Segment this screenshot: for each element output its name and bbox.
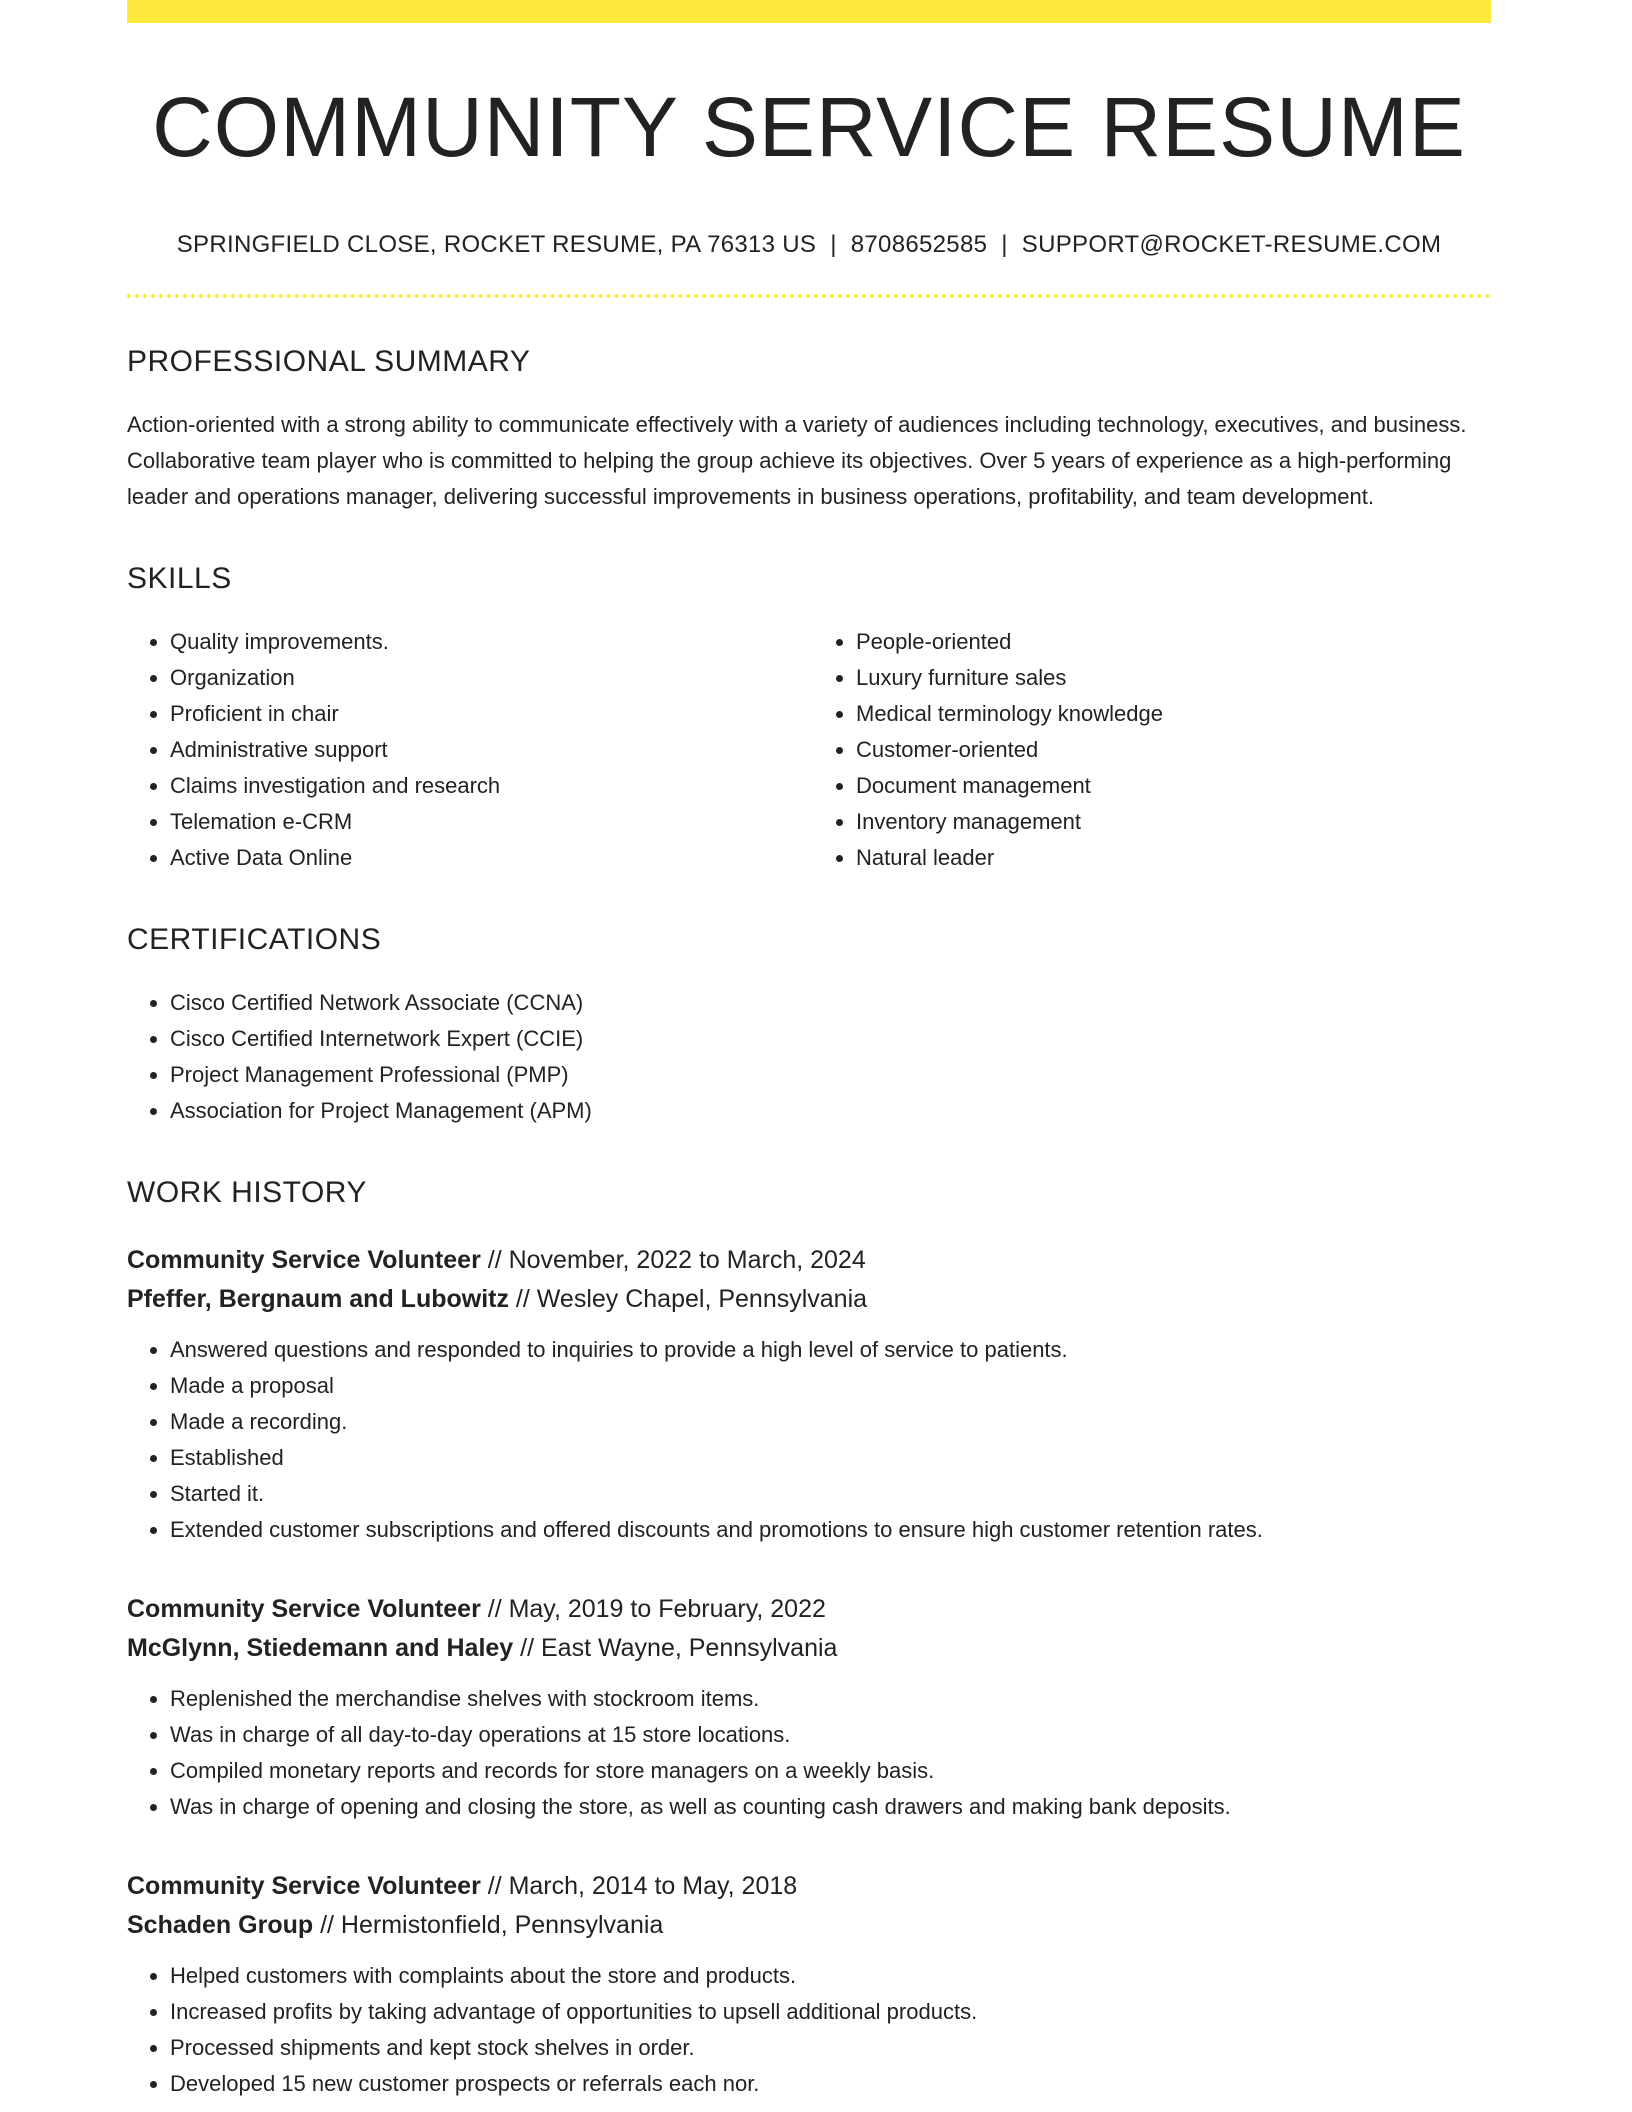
resume-page — [127, 0, 1491, 2102]
job-title: Community Service Volunteer — [127, 1595, 481, 1624]
skill-item: • Organization — [170, 660, 809, 696]
job-duty-item: • Was in charge of opening and closing the store, as well as counting cash drawers and making bank deposits. — [170, 1789, 1491, 1825]
skill-item: • Customer-oriented — [856, 732, 1491, 768]
job-duties-list — [127, 1958, 1491, 2102]
certification-item: • Cisco Certified Network Associate (CCNA) — [170, 985, 1491, 1021]
job-location: // Wesley Chapel, Pennsylvania — [508, 1285, 868, 1314]
job-company-line — [127, 1280, 1491, 1319]
job-duty-item: • Established — [170, 1440, 1491, 1476]
skill-item: • Luxury furniture sales — [856, 660, 1491, 696]
skills-heading: SKILLS — [127, 562, 232, 596]
job-dates: // May, 2019 to February, 2022 — [480, 1595, 826, 1624]
job-company-line — [127, 1629, 1491, 1668]
job-title-line — [127, 1867, 1491, 1906]
certification-item: • Project Management Professional (PMP) — [170, 1057, 1491, 1093]
contact-phone: 8708652585 — [850, 231, 988, 259]
job-duty-item: • Was in charge of all day-to-day operations at 15 store locations. — [170, 1717, 1491, 1753]
skill-item: • People-oriented — [856, 624, 1491, 660]
job-entry — [127, 1867, 1491, 2102]
skill-item: • Medical terminology knowledge — [856, 696, 1491, 732]
job-title: Community Service Volunteer — [127, 1246, 481, 1275]
skills-list-left — [127, 624, 809, 876]
skill-item: • Document management — [856, 768, 1491, 804]
contact-email: SUPPORT@ROCKET-RESUME.COM — [1021, 231, 1442, 259]
contact-separator: | — [830, 231, 837, 259]
contact-address: SPRINGFIELD CLOSE, ROCKET RESUME, PA 76313 US — [176, 231, 817, 259]
contact-separator: | — [1001, 231, 1008, 259]
top-accent-bar — [127, 0, 1491, 23]
job-title-line — [127, 1590, 1491, 1629]
summary-text: Action-oriented with a strong ability to communicate effectively with a variety of audiences including technology, executives, and business. Collaborative team player who is committed to helping the group achieve its objectives. Over 5 years of experience as a high-performing leader and operations manager, delivering successful improvements in business operations, profitability, and team development. — [127, 412, 1467, 510]
job-title-line — [127, 1241, 1491, 1280]
job-location: // Hermistonfield, Pennsylvania — [313, 1911, 664, 1940]
summary-heading: PROFESSIONAL SUMMARY — [127, 345, 531, 379]
job-entry — [127, 1241, 1491, 1548]
job-company: Pfeffer, Bergnaum and Lubowitz — [127, 1285, 509, 1314]
job-duty-item: • Extended customer subscriptions and offered discounts and promotions to ensure high customer retention rates. — [170, 1512, 1491, 1548]
skill-item: • Claims investigation and research — [170, 768, 809, 804]
skill-item: • Natural leader — [856, 840, 1491, 876]
contact-line — [127, 231, 1491, 260]
certification-item: • Cisco Certified Internetwork Expert (CCIE) — [170, 1021, 1491, 1057]
skill-item: • Active Data Online — [170, 840, 809, 876]
job-duty-item: • Helped customers with complaints about the store and products. — [170, 1958, 1491, 1994]
job-duty-item: • Processed shipments and kept stock shelves in order. — [170, 2030, 1491, 2066]
job-duty-item: • Started it. — [170, 1476, 1491, 1512]
job-company: McGlynn, Stiedemann and Haley — [127, 1634, 514, 1663]
certifications-heading: CERTIFICATIONS — [127, 923, 382, 957]
job-duties-list — [127, 1332, 1491, 1548]
work-history-heading: WORK HISTORY — [127, 1176, 367, 1210]
skill-item: • Administrative support — [170, 732, 809, 768]
job-duties-list — [127, 1681, 1491, 1825]
job-entry — [127, 1590, 1491, 1825]
job-location: // East Wayne, Pennsylvania — [513, 1634, 838, 1663]
job-dates: // March, 2014 to May, 2018 — [480, 1872, 798, 1901]
skill-item: • Quality improvements. — [170, 624, 809, 660]
job-title: Community Service Volunteer — [127, 1872, 481, 1901]
job-dates: // November, 2022 to March, 2024 — [480, 1246, 866, 1275]
job-duty-item: • Replenished the merchandise shelves with stockroom items. — [170, 1681, 1491, 1717]
job-duty-item: • Compiled monetary reports and records for store managers on a weekly basis. — [170, 1753, 1491, 1789]
certifications-list — [127, 985, 1491, 1129]
job-duty-item: • Developed 15 new customer prospects or referrals each nor. — [170, 2066, 1491, 2102]
job-duty-item: • Made a recording. — [170, 1404, 1491, 1440]
resume-title: COMMUNITY SERVICE RESUME — [152, 80, 1466, 174]
skill-item: • Proficient in chair — [170, 696, 809, 732]
skills-list-right — [809, 624, 1491, 876]
skill-item: • Inventory management — [856, 804, 1491, 840]
job-company-line — [127, 1906, 1491, 1945]
skills-grid — [127, 624, 1491, 876]
job-company: Schaden Group — [127, 1911, 314, 1940]
job-duty-item: • Answered questions and responded to inquiries to provide a high level of service to patients. — [170, 1332, 1491, 1368]
certification-item: • Association for Project Management (APM) — [170, 1093, 1491, 1129]
dotted-divider — [127, 294, 1491, 298]
job-duty-item: • Made a proposal — [170, 1368, 1491, 1404]
job-duty-item: • Increased profits by taking advantage of opportunities to upsell additional products. — [170, 1994, 1491, 2030]
skill-item: • Telemation e-CRM — [170, 804, 809, 840]
